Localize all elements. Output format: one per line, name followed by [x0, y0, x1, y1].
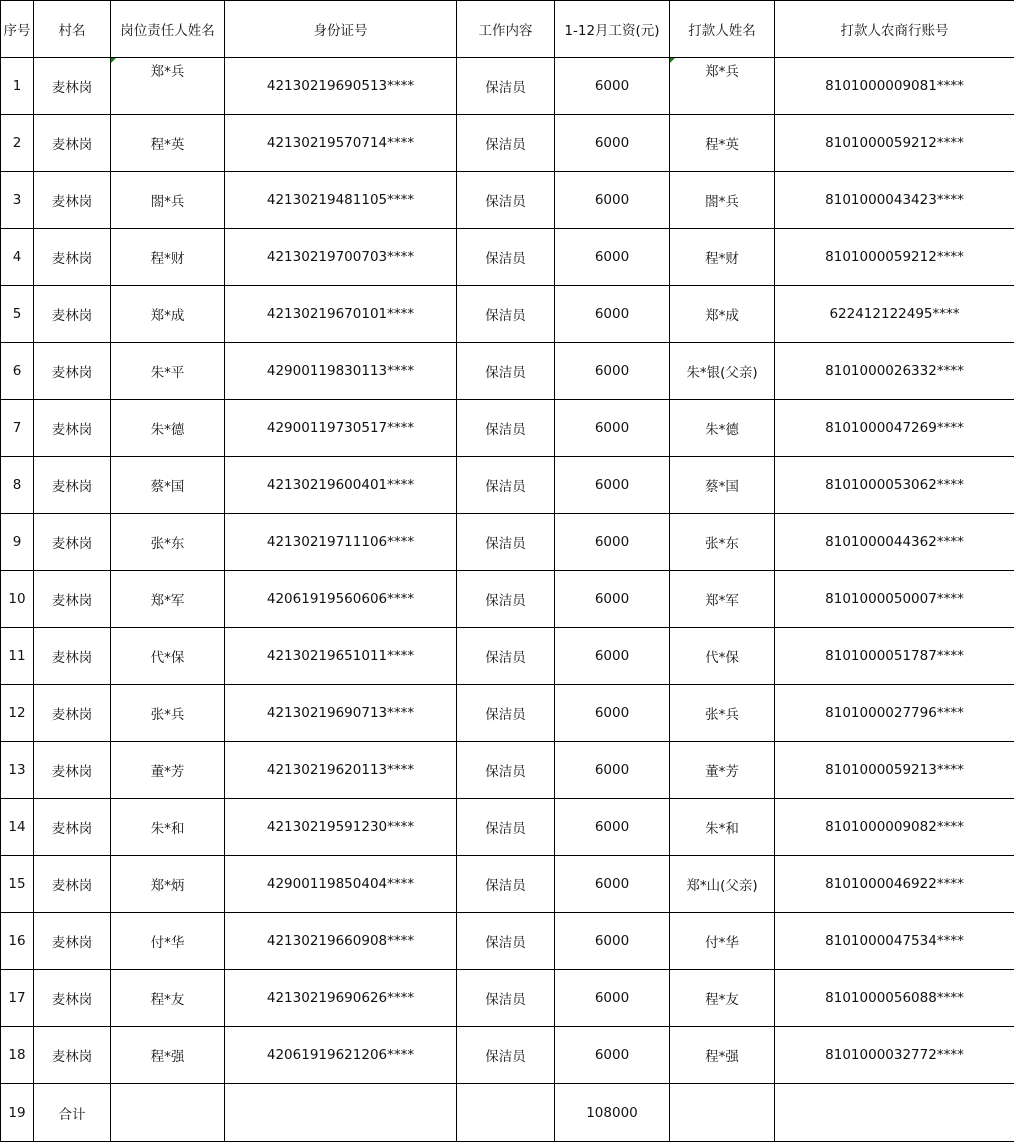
- table-row: [1, 742, 1014, 799]
- cell-name: 朱*平: [111, 343, 225, 400]
- cell-name: 张*兵: [111, 685, 225, 742]
- cell-payee: 郑*山(父亲): [670, 856, 775, 913]
- cell-salary: 6000: [555, 343, 670, 400]
- cell-job: 保洁员: [457, 913, 555, 970]
- cell-name: 郑*兵: [111, 58, 225, 115]
- cell-account: 622412122495****: [775, 286, 1014, 343]
- cell-job: 保洁员: [457, 457, 555, 514]
- cell-salary: 6000: [555, 286, 670, 343]
- header-no: 序号: [1, 1, 34, 58]
- cell-id-number: 42130219660908****: [225, 913, 457, 970]
- cell-name: 蔡*国: [111, 457, 225, 514]
- cell-village: 麦林岗: [34, 229, 111, 286]
- cell-village: 麦林岗: [34, 58, 111, 115]
- cell-name: 董*芳: [111, 742, 225, 799]
- cell-id-number: 42130219481105****: [225, 172, 457, 229]
- cell-id-number: 42061919621206****: [225, 1027, 457, 1084]
- cell-village: 麦林岗: [34, 286, 111, 343]
- header-village: 村名: [34, 1, 111, 58]
- total-salary: 108000: [555, 1084, 670, 1142]
- table-row: [1, 970, 1014, 1027]
- cell-payee: 閤*兵: [670, 172, 775, 229]
- cell-payee: 张*兵: [670, 685, 775, 742]
- cell-job: 保洁员: [457, 685, 555, 742]
- cell-payee: 程*强: [670, 1027, 775, 1084]
- cell-village: 麦林岗: [34, 343, 111, 400]
- cell-no: 2: [1, 115, 34, 172]
- cell-id-number: 42130219690513****: [225, 58, 457, 115]
- cell-id-number: 42130219711106****: [225, 514, 457, 571]
- table-row: [1, 457, 1014, 514]
- cell-id-number: 42130219700703****: [225, 229, 457, 286]
- cell-village: 麦林岗: [34, 514, 111, 571]
- table-row: [1, 913, 1014, 970]
- cell-salary: 6000: [555, 970, 670, 1027]
- cell-name: 閤*兵: [111, 172, 225, 229]
- table-row: [1, 172, 1014, 229]
- cell-job: 保洁员: [457, 970, 555, 1027]
- total-empty-job: [457, 1084, 555, 1142]
- cell-no: 18: [1, 1027, 34, 1084]
- cell-name: 代*保: [111, 628, 225, 685]
- cell-id-number: 42130219591230****: [225, 799, 457, 856]
- cell-id-number: 42130219620113****: [225, 742, 457, 799]
- cell-salary: 6000: [555, 1027, 670, 1084]
- cell-account: 8101000050007****: [775, 571, 1014, 628]
- cell-name: 张*东: [111, 514, 225, 571]
- cell-account: 8101000043423****: [775, 172, 1014, 229]
- cell-payee: 代*保: [670, 628, 775, 685]
- cell-village: 麦林岗: [34, 856, 111, 913]
- cell-salary: 6000: [555, 229, 670, 286]
- cell-village: 麦林岗: [34, 571, 111, 628]
- table-row: [1, 571, 1014, 628]
- cell-village: 麦林岗: [34, 685, 111, 742]
- cell-village: 麦林岗: [34, 799, 111, 856]
- cell-account: 8101000051787****: [775, 628, 1014, 685]
- total-label: 合计: [34, 1084, 111, 1142]
- total-row: [1, 1084, 1014, 1142]
- cell-payee: 郑*军: [670, 571, 775, 628]
- cell-no: 13: [1, 742, 34, 799]
- cell-salary: 6000: [555, 172, 670, 229]
- cell-no: 17: [1, 970, 34, 1027]
- cell-id-number: 42900119830113****: [225, 343, 457, 400]
- cell-salary: 6000: [555, 514, 670, 571]
- cell-payee: 郑*成: [670, 286, 775, 343]
- cell-name: 郑*军: [111, 571, 225, 628]
- cell-village: 麦林岗: [34, 172, 111, 229]
- header-account: 打款人农商行账号: [775, 1, 1014, 58]
- cell-account: 8101000056088****: [775, 970, 1014, 1027]
- table-row: [1, 115, 1014, 172]
- cell-account: 8101000059213****: [775, 742, 1014, 799]
- cell-account: 8101000059212****: [775, 229, 1014, 286]
- cell-payee: 朱*银(父亲): [670, 343, 775, 400]
- cell-job: 保洁员: [457, 571, 555, 628]
- total-empty-name: [111, 1084, 225, 1142]
- cell-village: 麦林岗: [34, 913, 111, 970]
- header-name: 岗位责任人姓名: [111, 1, 225, 58]
- cell-salary: 6000: [555, 628, 670, 685]
- total-no: 19: [1, 1084, 34, 1142]
- cell-id-number: 42130219670101****: [225, 286, 457, 343]
- cell-salary: 6000: [555, 457, 670, 514]
- cell-account: 8101000059212****: [775, 115, 1014, 172]
- cell-payee: 程*财: [670, 229, 775, 286]
- cell-job: 保洁员: [457, 856, 555, 913]
- cell-account: 8101000047534****: [775, 913, 1014, 970]
- cell-job: 保洁员: [457, 742, 555, 799]
- cell-village: 麦林岗: [34, 457, 111, 514]
- cell-name: 郑*炳: [111, 856, 225, 913]
- cell-no: 7: [1, 400, 34, 457]
- cell-job: 保洁员: [457, 286, 555, 343]
- cell-no: 4: [1, 229, 34, 286]
- cell-no: 16: [1, 913, 34, 970]
- cell-payee: 蔡*国: [670, 457, 775, 514]
- cell-name: 付*华: [111, 913, 225, 970]
- cell-salary: 6000: [555, 856, 670, 913]
- header-id-number: 身份证号: [225, 1, 457, 58]
- cell-village: 麦林岗: [34, 400, 111, 457]
- cell-name: 程*强: [111, 1027, 225, 1084]
- table-row: [1, 628, 1014, 685]
- cell-village: 麦林岗: [34, 1027, 111, 1084]
- table-row: [1, 799, 1014, 856]
- cell-no: 1: [1, 58, 34, 115]
- cell-job: 保洁员: [457, 628, 555, 685]
- cell-id-number: 42900119730517****: [225, 400, 457, 457]
- cell-name: 朱*德: [111, 400, 225, 457]
- cell-job: 保洁员: [457, 115, 555, 172]
- cell-name: 郑*成: [111, 286, 225, 343]
- cell-job: 保洁员: [457, 172, 555, 229]
- cell-no: 5: [1, 286, 34, 343]
- cell-job: 保洁员: [457, 1027, 555, 1084]
- cell-payee: 郑*兵: [670, 58, 775, 115]
- header-salary: 1-12月工资(元): [555, 1, 670, 58]
- cell-village: 麦林岗: [34, 970, 111, 1027]
- cell-payee: 付*华: [670, 913, 775, 970]
- cell-id-number: 42130219600401****: [225, 457, 457, 514]
- cell-account: 8101000027796****: [775, 685, 1014, 742]
- cell-no: 9: [1, 514, 34, 571]
- cell-no: 15: [1, 856, 34, 913]
- cell-payee: 董*芳: [670, 742, 775, 799]
- cell-name: 程*财: [111, 229, 225, 286]
- cell-account: 8101000046922****: [775, 856, 1014, 913]
- table-row: [1, 229, 1014, 286]
- cell-no: 10: [1, 571, 34, 628]
- cell-salary: 6000: [555, 571, 670, 628]
- cell-job: 保洁员: [457, 400, 555, 457]
- cell-salary: 6000: [555, 742, 670, 799]
- total-empty-id: [225, 1084, 457, 1142]
- cell-salary: 6000: [555, 799, 670, 856]
- cell-salary: 6000: [555, 400, 670, 457]
- total-empty-account: [775, 1084, 1014, 1142]
- cell-payee: 程*英: [670, 115, 775, 172]
- cell-salary: 6000: [555, 913, 670, 970]
- cell-payee: 程*友: [670, 970, 775, 1027]
- cell-id-number: 42130219690713****: [225, 685, 457, 742]
- cell-salary: 6000: [555, 115, 670, 172]
- cell-account: 8101000009081****: [775, 58, 1014, 115]
- cell-job: 保洁员: [457, 799, 555, 856]
- cell-account: 8101000053062****: [775, 457, 1014, 514]
- cell-job: 保洁员: [457, 58, 555, 115]
- cell-no: 12: [1, 685, 34, 742]
- table-row: [1, 58, 1014, 115]
- header-payee: 打款人姓名: [670, 1, 775, 58]
- cell-payee: 朱*德: [670, 400, 775, 457]
- table-row: [1, 400, 1014, 457]
- table-row: [1, 286, 1014, 343]
- cell-village: 麦林岗: [34, 115, 111, 172]
- header-job: 工作内容: [457, 1, 555, 58]
- cell-salary: 6000: [555, 685, 670, 742]
- cell-account: 8101000047269****: [775, 400, 1014, 457]
- cell-job: 保洁员: [457, 343, 555, 400]
- cell-account: 8101000032772****: [775, 1027, 1014, 1084]
- cell-no: 11: [1, 628, 34, 685]
- cell-village: 麦林岗: [34, 742, 111, 799]
- cell-id-number: 42130219570714****: [225, 115, 457, 172]
- cell-name: 程*英: [111, 115, 225, 172]
- cell-id-number: 42061919560606****: [225, 571, 457, 628]
- cell-payee: 朱*和: [670, 799, 775, 856]
- cell-job: 保洁员: [457, 514, 555, 571]
- cell-account: 8101000009082****: [775, 799, 1014, 856]
- table-row: [1, 856, 1014, 913]
- total-empty-payee: [670, 1084, 775, 1142]
- table-row: [1, 685, 1014, 742]
- cell-id-number: 42900119850404****: [225, 856, 457, 913]
- cell-no: 6: [1, 343, 34, 400]
- cell-village: 麦林岗: [34, 628, 111, 685]
- cell-name: 朱*和: [111, 799, 225, 856]
- table-row: [1, 343, 1014, 400]
- cell-salary: 6000: [555, 58, 670, 115]
- cell-no: 8: [1, 457, 34, 514]
- header-row: [1, 1, 1014, 58]
- cell-name: 程*友: [111, 970, 225, 1027]
- cell-id-number: 42130219690626****: [225, 970, 457, 1027]
- cell-id-number: 42130219651011****: [225, 628, 457, 685]
- cell-job: 保洁员: [457, 229, 555, 286]
- cell-no: 14: [1, 799, 34, 856]
- cell-payee: 张*东: [670, 514, 775, 571]
- table-row: [1, 1027, 1014, 1084]
- cell-account: 8101000026332****: [775, 343, 1014, 400]
- cell-no: 3: [1, 172, 34, 229]
- table-row: [1, 514, 1014, 571]
- cell-account: 8101000044362****: [775, 514, 1014, 571]
